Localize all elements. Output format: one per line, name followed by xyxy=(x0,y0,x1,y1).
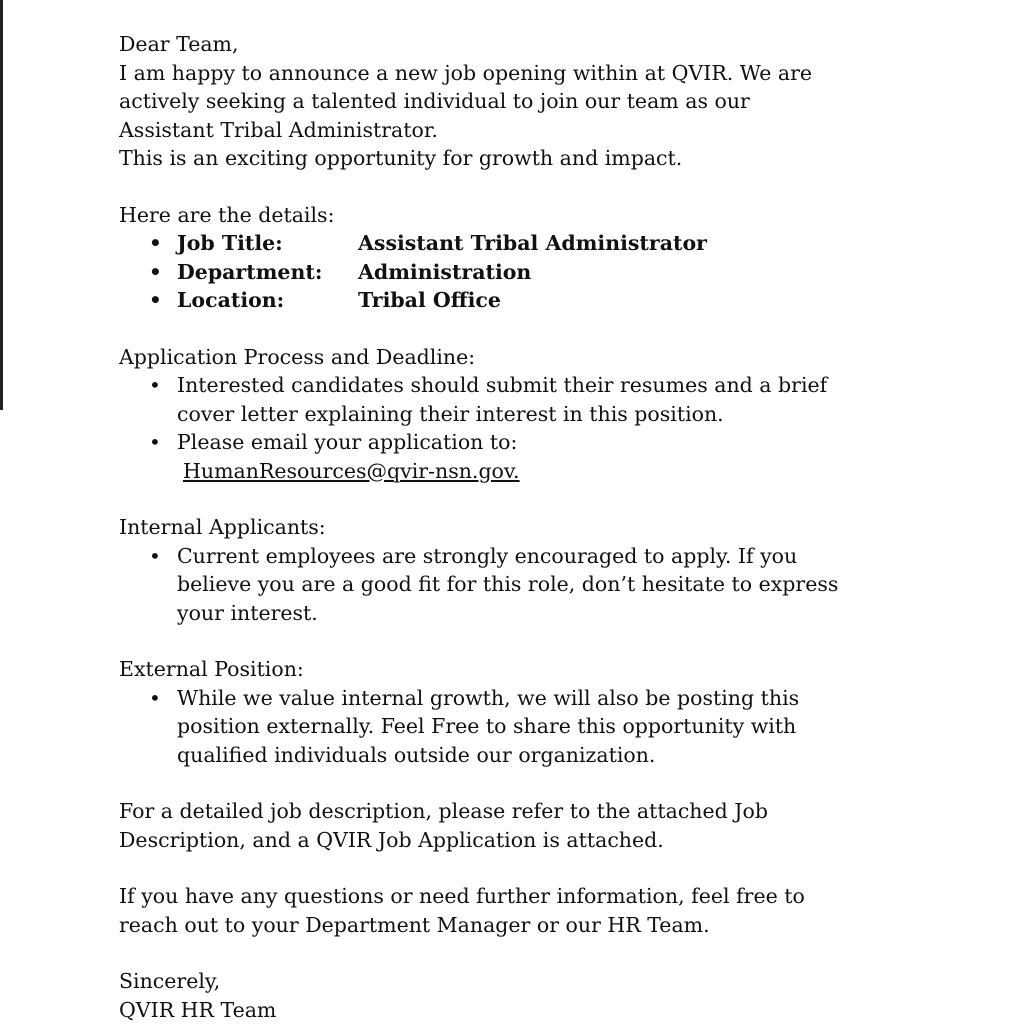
left-margin-rule xyxy=(0,0,3,410)
application-bullet-submit xyxy=(119,371,919,428)
intro-paragraph xyxy=(119,59,919,173)
application-list xyxy=(119,371,919,485)
intro-line: actively seeking a talented individual to join our team as our xyxy=(119,89,750,113)
detail-value: Administration xyxy=(358,259,532,284)
detail-label: • Job Title: xyxy=(177,231,283,255)
external-list xyxy=(119,684,919,770)
bullet-line: believe you are a good fit for this role, don’t hesitate to express xyxy=(177,572,839,596)
details-list xyxy=(119,229,919,315)
detail-label: • Department: xyxy=(177,259,323,284)
bullet-line: • Current employees are strongly encouraged to apply. If you xyxy=(177,543,798,568)
detail-item-job-title xyxy=(119,229,919,258)
bullet-line: • Please email your application to: xyxy=(177,430,518,454)
internal-list xyxy=(119,542,919,628)
detail-item-department xyxy=(119,258,919,287)
paragraph-line: If you have any questions or need further information, feel free to xyxy=(119,884,805,908)
application-bullet-email xyxy=(119,428,919,485)
bullet-line: cover letter explaining their interest in this position. xyxy=(177,401,724,426)
application-heading: Application Process and Deadline: xyxy=(119,344,476,369)
detail-value: Tribal Office xyxy=(358,288,501,312)
external-bullet xyxy=(119,684,919,770)
details-heading: Here are the details: xyxy=(119,202,335,227)
bullet-line: qualified individuals outside our organization. xyxy=(177,742,656,767)
description-paragraph xyxy=(119,797,919,854)
questions-paragraph xyxy=(119,882,919,939)
bullet-line: position externally. Feel Free to share this opportunity with xyxy=(177,714,797,738)
detail-value: Assistant Tribal Administrator xyxy=(358,231,707,255)
closing: Sincerely, xyxy=(119,969,221,993)
intro-line: I am happy to announce a new job opening within at QVIR. We are xyxy=(119,60,813,85)
paragraph-line: For a detailed job description, please refer to the attached Job xyxy=(119,799,768,823)
intro-line: This is an exciting opportunity for growth and impact. xyxy=(119,146,683,170)
greeting: Dear Team, xyxy=(119,32,239,56)
signature: QVIR HR Team xyxy=(119,997,277,1022)
bullet-line: • While we value internal growth, we will also be posting this xyxy=(177,685,800,710)
letter-body xyxy=(119,30,919,1024)
email-link[interactable]: HumanResources@qvir-nsn.gov. xyxy=(183,458,520,483)
bullet-line: your interest. xyxy=(177,600,318,625)
detail-item-location xyxy=(119,286,919,315)
detail-label: • Location: xyxy=(177,288,285,312)
internal-bullet xyxy=(119,542,919,628)
paragraph-line: reach out to your Department Manager or our HR Team. xyxy=(119,912,710,937)
internal-heading: Internal Applicants: xyxy=(119,515,326,539)
intro-line: Assistant Tribal Administrator. xyxy=(119,117,438,142)
external-heading: External Position: xyxy=(119,657,304,681)
bullet-line: • Interested candidates should submit their resumes and a brief xyxy=(177,373,828,397)
paragraph-line: Description, and a QVIR Job Application is attached. xyxy=(119,827,664,852)
